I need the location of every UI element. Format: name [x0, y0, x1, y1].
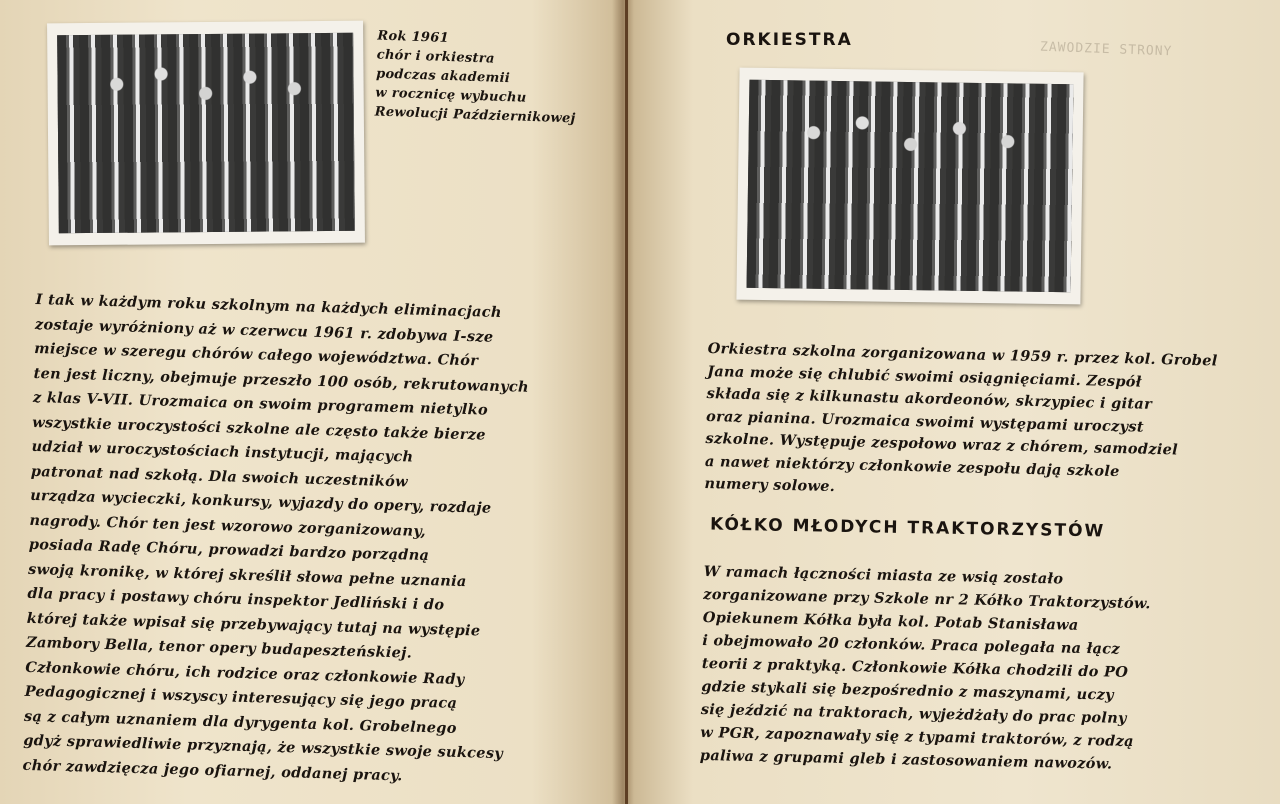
text-line: udział w uroczystościach instytucji, mających: [31, 437, 414, 466]
text-line: z klas V-VII. Urozmaica on swoim programem nietylko: [32, 388, 489, 419]
text-line: Członkowie chóru, ich rodzice oraz członkowie Rady: [25, 658, 465, 688]
text-line: Pedagogicznej i wszyscy interesujący się jego pracą: [24, 682, 458, 712]
text-line: Zambory Bella, tenor opery budapeszteńskiej.: [25, 633, 413, 662]
text-line: dla pracy i postawy chóru inspektor Jedliński i do: [27, 584, 445, 614]
text-line: zostaje wyróżniony aż w czerwcu 1961 r. zdobywa I-sze: [34, 315, 494, 346]
text-line: nagrody. Chór ten jest wzorowo zorganizowany,: [29, 511, 427, 540]
text-line: patronat nad szkołą. Dla swoich uczestników: [30, 462, 409, 490]
text-line: posiada Radę Chóru, prowadzi bardzo porządną: [28, 535, 430, 565]
text-line: Orkiestra szkolna zorganizowana w 1959 r. przez kol. Grobel: [707, 339, 1218, 370]
photo-caption: [374, 27, 578, 129]
text-line: numery solowe.: [704, 474, 836, 496]
text-line: teorii z praktyką. Członkowie Kółka chodzili do PO: [701, 654, 1129, 681]
text-line: zorganizowane przy Szkole nr 2 Kółko Traktorzystów.: [703, 585, 1151, 613]
tractor-club-heading: KÓŁKO MŁODYCH TRAKTORZYSTÓW: [709, 514, 1106, 542]
orchestra-heading: ORKIESTRA: [726, 30, 853, 50]
photo-image: [747, 80, 1074, 293]
text-line: oraz pianina. Urozmaica swoimi występami uroczyst: [705, 407, 1145, 436]
caption-line: w rocznicę wybuchu: [375, 85, 527, 106]
text-line: i obejmowało 20 członków. Praca polegała na łącz: [702, 631, 1121, 658]
text-line: gdzie stykali się bezpośrednio z maszynami, uczy: [701, 677, 1114, 704]
text-line: Jana może się chlubić swoimi osiągnięciami. Zespół: [706, 362, 1142, 391]
text-line: swoją kronikę, w której skreślił słowa pełne uznania: [27, 560, 467, 590]
text-line: Opiekunem Kółka była kol. Potab Stanisława: [702, 608, 1079, 634]
text-line: się jeździć na traktorach, wyjeżdżały do prac polny: [700, 700, 1127, 727]
orchestra-photo: [736, 68, 1083, 305]
text-line: paliwa z grupami gleb i zastosowaniem nawozów.: [699, 746, 1113, 773]
caption-line: podczas akademii: [375, 66, 511, 87]
caption-line: Rewolucji Październikowej: [374, 104, 576, 127]
caption-line: chór i orkiestra: [376, 47, 495, 67]
text-line: w PGR, zapoznawały się z typami traktorów, z rodzą: [700, 723, 1134, 751]
ghost-show-through-text: ZAWODZIE STRONY: [1039, 39, 1173, 60]
text-line: są z całym uznaniem dla dyrygenta kol. Grobelnego: [23, 707, 457, 737]
tractor-club-text: [700, 560, 1280, 779]
text-line: gdyż sprawiedliwie przyznają, że wszystkie swoje sukcesy: [23, 731, 504, 763]
text-line: szkolne. Występuje zespołowo wraz z chórem, samodziel: [705, 429, 1179, 459]
text-line: której także wpisał się przebywający tutaj na występie: [26, 609, 481, 640]
text-line: W ramach łączności miasta ze wsią zostało: [703, 562, 1064, 588]
photo-image: [57, 33, 355, 234]
caption-line: Rok 1961: [377, 28, 450, 47]
text-line: urządza wycieczki, konkursy, wyjazdy do opery, rozdaje: [29, 486, 492, 517]
text-line: I tak w każdym roku szkolnym na każdych eliminacjach: [35, 290, 502, 322]
choir-orchestra-photo: [47, 21, 365, 246]
text-line: ten jest liczny, obejmuje przeszło 100 osób, rekrutowanych: [33, 364, 530, 396]
text-line: miejsce w szeregu chórów całego województwa. Chór: [34, 339, 479, 370]
text-line: chór zawdzięcza jego ofiarnej, oddanej pracy.: [22, 756, 403, 784]
choir-text: [22, 288, 625, 794]
text-line: wszystkie uroczystości szkolne ale często także bierze: [32, 413, 487, 444]
orchestra-text: [704, 338, 1278, 509]
text-line: a nawet niektórzy członkowie zespołu dają szkole: [704, 452, 1120, 480]
text-line: składa się z kilkunastu akordeonów, skrzypiec i gitar: [706, 384, 1153, 413]
